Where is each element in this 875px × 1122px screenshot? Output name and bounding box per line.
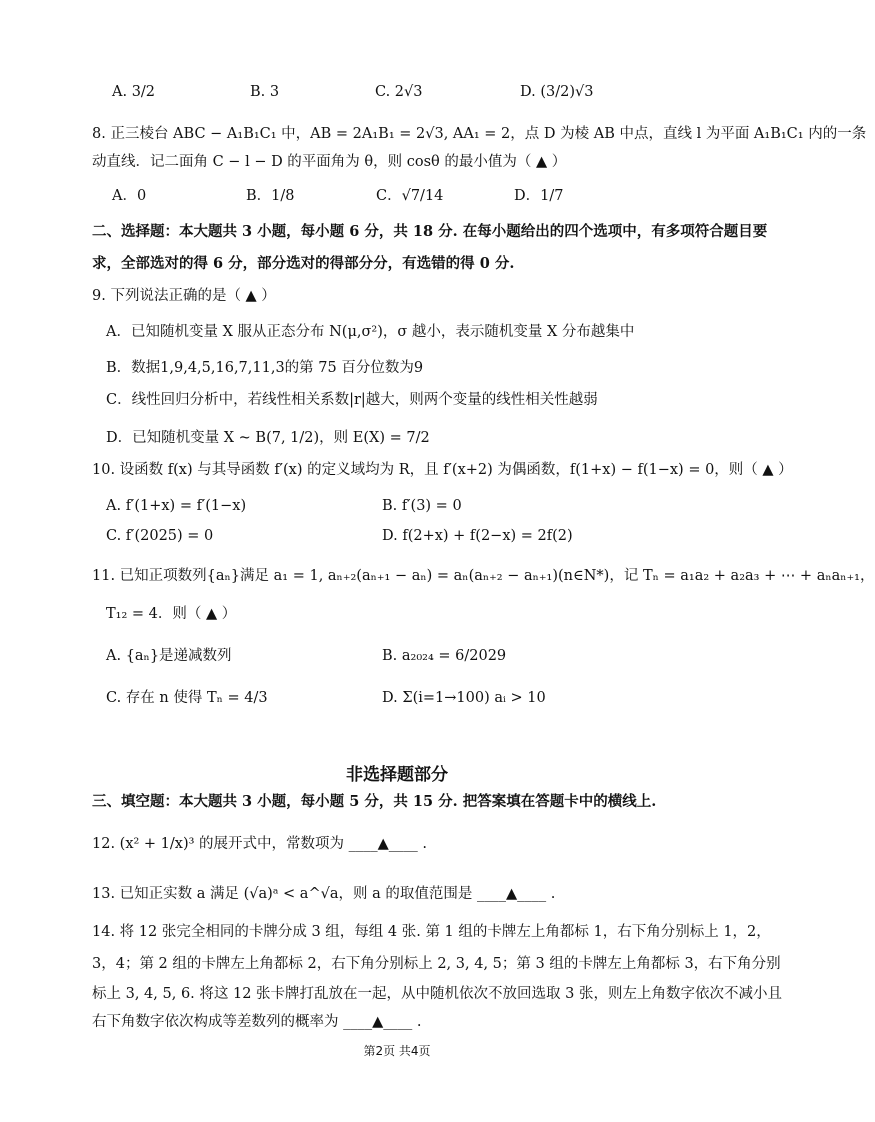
- q10-option-a: A. f′(1+x) = f′(1−x): [106, 498, 247, 514]
- page-footer: 第2页 共4页: [363, 1044, 431, 1058]
- q14-line2: 3，4；第 2 组的卡牌左上角都标 2，右下角分别标上 2, 3, 4, 5；第 3 组的卡牌左上角都标 3，右下角分别: [92, 956, 781, 972]
- q10-option-b: B. f′(3) = 0: [382, 498, 462, 514]
- q10-stem: 10. 设函数 f(x) 与其导函数 f′(x) 的定义域均为 R，且 f′(x+2) 为偶函数，f(1+x) − f(1−x) = 0，则（ ▲ ）: [92, 462, 793, 478]
- q12-text: 12. (x² + 1/x)³ 的展开式中，常数项为 ____▲____ .: [92, 836, 428, 852]
- section2-heading-line2: 求，全部选对的得 6 分，部分选对的得部分分，有选错的得 0 分.: [92, 255, 515, 272]
- q10-option-d: D. f(2+x) + f(2−x) = 2f(2): [382, 528, 573, 544]
- q11-option-c: C. 存在 n 使得 Tₙ = 4/3: [106, 690, 268, 706]
- section3-heading: 三、填空题：本大题共 3 小题，每小题 5 分，共 15 分. 把答案填在答题卡中的横线上.: [92, 793, 657, 810]
- q7-option-d: D. (3/2)√3: [520, 84, 594, 100]
- q11-option-b: B. a₂₀₂₄ = 6/2029: [382, 648, 507, 664]
- q14-line3: 标上 3, 4, 5, 6. 将这 12 张卡牌打乱放在一起，从中随机依次不放回选取 3 张，则左上角数字依次不减小且: [92, 986, 782, 1002]
- q8-stem-line2: 动直线．记二面角 C − l − D 的平面角为 θ，则 cosθ 的最小值为（ ▲ ）: [92, 154, 567, 170]
- q10-option-c: C. f′(2025) = 0: [106, 528, 214, 544]
- q11-stem-line1: 11. 已知正项数列{aₙ}满足 a₁ = 1, aₙ₊₂(aₙ₊₁ − aₙ) = aₙ(aₙ₊₂ − aₙ₊₁)(n∈N*)，记 Tₙ = a₁a₂ + a₂a₃ + ⋯ + aₙaₙ₊₁，: [92, 568, 875, 584]
- q8-option-a: A．0: [112, 188, 147, 204]
- q8-option-c: C．√7/14: [376, 188, 444, 204]
- q8-stem-line1: 8. 正三棱台 ABC − A₁B₁C₁ 中，AB = 2A₁B₁ = 2√3, AA₁ = 2，点 D 为棱 AB 中点，直线 l 为平面 A₁B₁C₁ 内的一条: [92, 126, 867, 142]
- q14-line1: 14. 将 12 张完全相同的卡牌分成 3 组，每组 4 张. 第 1 组的卡牌左上角都标 1，右下角分别标上 1，2，: [92, 924, 771, 940]
- q9-option-a: A．已知随机变量 X 服从正态分布 N(μ,σ²)，σ 越小，表示随机变量 X 分布越集中: [106, 324, 635, 340]
- q9-stem: 9. 下列说法正确的是（ ▲ ）: [92, 288, 276, 304]
- q8-option-d: D．1/7: [514, 188, 564, 204]
- q7-option-c: C. 2√3: [375, 84, 423, 100]
- q8-option-b: B．1/8: [246, 188, 295, 204]
- part-title: 非选择题部分: [346, 765, 448, 785]
- q14-line4: 右下角数字依次构成等差数列的概率为 ____▲____ .: [92, 1014, 422, 1030]
- q13-text: 13. 已知正实数 a 满足 (√a)ᵃ < a^√a，则 a 的取值范围是 ____▲____ .: [92, 886, 556, 902]
- q9-option-c: C．线性回归分析中，若线性相关系数|r|越大，则两个变量的线性相关性越弱: [106, 392, 598, 408]
- section2-heading-line1: 二、选择题：本大题共 3 小题，每小题 6 分，共 18 分. 在每小题给出的四个选项中，有多项符合题目要: [92, 223, 768, 240]
- q7-option-b: B. 3: [250, 84, 280, 100]
- q11-stem-line2: T₁₂ = 4．则（ ▲ ）: [106, 606, 237, 622]
- q11-option-a: A. {aₙ}是递减数列: [106, 648, 232, 664]
- q7-option-a: A. 3/2: [112, 84, 156, 100]
- q9-option-b: B．数据1,9,4,5,16,7,11,3的第 75 百分位数为9: [106, 360, 424, 376]
- q9-option-d: D．已知随机变量 X ~ B(7, 1/2)，则 E(X) = 7/2: [106, 430, 430, 446]
- q11-option-d: D. Σ(i=1→100) aᵢ > 10: [382, 690, 546, 706]
